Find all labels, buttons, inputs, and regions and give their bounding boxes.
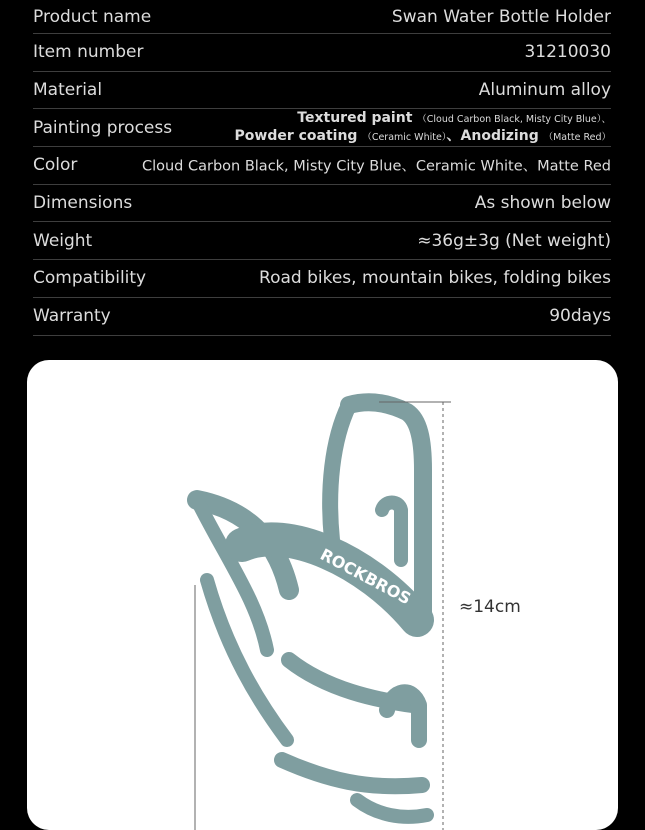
spec-row-painting-process [33,109,611,147]
spec-row-warranty [33,298,611,336]
paint-type: Powder coating [234,127,358,144]
spec-value: ≈36g±3g (Net weight) [417,230,611,251]
spec-value: Aluminum alloy [478,80,611,101]
height-dimension-label: ≈14cm [459,597,521,617]
paint-separator: 、 [446,127,461,144]
paint-note: （Ceramic White） [362,131,447,143]
paint-note: （Cloud Carbon Black, Misty City Blue）、 [417,113,611,125]
bottle-cage-illustration [27,360,618,830]
spec-label: Weight [33,230,93,251]
spec-row-product-name [33,0,611,34]
spec-value: 90days [549,306,611,327]
spec-row-material [33,72,611,110]
spec-label: Dimensions [33,193,133,214]
spec-value-painting [235,110,612,146]
spec-label: Product name [33,6,152,27]
paint-note: （Matte Red） [543,131,611,143]
spec-value: Cloud Carbon Black, Misty City Blue、Ceramic White、Matte Red [141,158,611,175]
spec-row-compatibility [33,260,611,298]
spec-label: Compatibility [33,268,147,289]
product-image-card [27,360,618,830]
spec-label: Item number [33,42,144,63]
spec-table [33,0,611,336]
spec-label: Material [33,80,103,101]
spec-value: Swan Water Bottle Holder [391,6,611,27]
paint-type: Anodizing [460,127,539,144]
spec-row-color [33,147,611,185]
spec-row-item-number [33,34,611,72]
brand-logo: ROCKBROS [317,544,415,609]
spec-value: 31210030 [524,42,611,63]
spec-value: Road bikes, mountain bikes, folding bikes [259,268,611,289]
spec-value: As shown below [474,193,611,214]
spec-label: Painting process [33,117,173,138]
paint-type: Textured paint [297,109,413,126]
spec-row-dimensions [33,185,611,223]
spec-label: Warranty [33,306,111,327]
spec-label: Color [33,155,78,176]
spec-row-weight [33,222,611,260]
